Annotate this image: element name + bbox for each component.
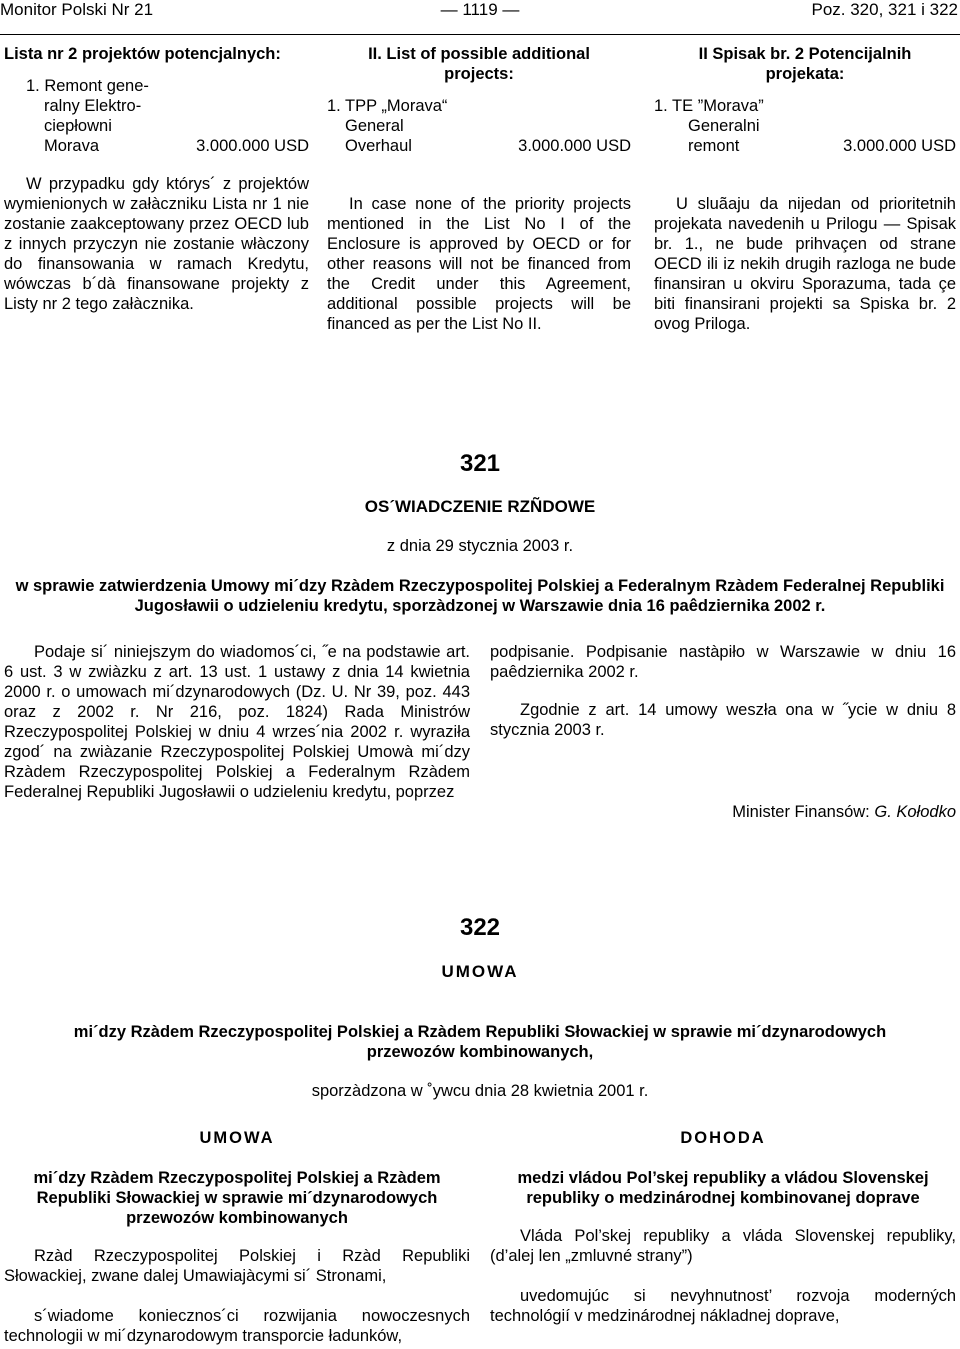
col-serbian — [654, 44, 956, 334]
section-322-subject: mi´dzy Rzàdem Rzeczypospolitej Polskiej a Rzàdem Republiki Słowackiej w sprawie mi´dzynarodowych przewozów kombinowanych, — [73, 1023, 887, 1061]
right-title: DOHODA — [680, 1129, 766, 1147]
col-serbian-item — [654, 96, 956, 156]
right-subject: medzi vládou Pol’skej republiky a vládou Slovenskej republiky o medzinárodnej kombinovanej doprave — [517, 1169, 929, 1207]
minister-signature — [490, 802, 956, 822]
section-321-date: z dnia 29 stycznia 2003 r. — [386, 537, 574, 555]
col-english-paragraph: In case none of the priority projects mentioned in the List No I of the Enclosure is approved by OECD or for other reasons will not be financed from the Credit under this Agreement, additional possible projects will be financed as per the List No II. — [327, 195, 631, 333]
right-paragraph: Vláda Pol’skej republiky a vláda Slovenskej republiky, (d’alej len „zmluvné strany”) — [490, 1227, 956, 1265]
section-321-left-text: Podaje si´ niniejszym do wiadomos´ci, ˝e na podstawie art. 6 ust. 3 w zwiàzku z art. 13 ust. 1 ustawy z dnia 14 kwietnia 2000 r. o umowach mi´dzynarodowych (Dz. U. Nr 39, poz. 443 oraz z 2002 r. Nr 216, poz. 1824) Rada Ministrów Rzeczypospolitej Polskiej w dniu 4 wrzes´nia 2002 r. wyraziła zgod´ na zwiàzanie Rzeczypospolitej Polskiej Umowà mi´dzy Rzàdem Rzeczypospolitej Polskiej a Federalnym Rzàdem Federalnej Republiki Jugosławii o udzieleniu kredytu, poprzez — [4, 643, 470, 801]
section-321-right-paragraph: Zgodnie z art. 14 umowy weszła ona w ˝ycie w dniu 8 stycznia 2003 r. — [490, 701, 956, 739]
left-paragraph: Rzàd Rzeczypospolitej Polskiej i Rzàd Republiki Słowackiej, zwane dalej Umawiajàcymi si´ Stronami, — [4, 1247, 470, 1285]
section-322-number: 322 — [459, 914, 501, 941]
item-line: 1. TE ”Morava” — [654, 97, 764, 115]
col-english-item — [327, 96, 631, 156]
section-321-right — [490, 642, 956, 822]
title-line: II Spisak br. 2 Potencijalnih — [698, 45, 912, 63]
section-322-title: UMOWA — [441, 962, 519, 981]
col-serbian-title — [654, 44, 956, 84]
section-321-number: 321 — [459, 450, 501, 477]
item-line: Generalni — [688, 117, 760, 135]
section-321-subject: w sprawie zatwierdzenia Umowy mi´dzy Rzàdem Rzeczypospolitej Polskiej a Federalnym Rzàdem Federalnej Republiki Jugosławii o udzieleniu kredytu, sporzàdzonej w Warszawie dnia 16 paêdziernika 2002 r. — [15, 577, 945, 615]
item-line: Morava — [44, 137, 100, 155]
item-line: Overhaul — [345, 137, 412, 155]
col-polish-paragraph: W przypadku gdy którys´ z projektów wymienionych w załàczniku Lista nr 1 nie zostanie zaakceptowany przez OECD lub z innych przyczyn nie zostanie włàczony do finansowania w ramach Kredytu, wówczas b´dà finansowane projekty z Listy nr 2 tego załàcznika. — [4, 175, 309, 313]
item-line: 1. Remont gene- — [26, 77, 149, 95]
item-line: General — [345, 117, 404, 135]
item-line: 1. TPP „Morava“ — [327, 97, 448, 115]
col-polish-item — [4, 76, 309, 156]
left-subject: mi´dzy Rzàdem Rzeczypospolitej Polskiej a Rzàdem Republiki Słowackiej w sprawie mi´dzynarodowych przewozów kombinowanych — [33, 1169, 441, 1227]
left-paragraph: s´wiadome koniecznos´ci rozwijania nowoczesnych technologii w mi´dzynarodowym transporcie ładunków, — [4, 1307, 470, 1345]
journal-name: Monitor Polski Nr 21 — [0, 0, 154, 19]
col-serbian-paragraph: U sluãaju da nijedan od prioritetnih projekata navedenih u Prilogu — Spisak br. 1., ne bude prihvaçen od strane OECD ili iz nekih drugih razloga ne bude finansiran u okviru Sporazuma, tada çe biti finansirani projekti sa Spiska br. 2 ovog Priloga. — [654, 195, 956, 333]
section-322-signed: sporzàdzona w ˚ywcu dnia 28 kwietnia 2001 r. — [311, 1082, 649, 1100]
right-paragraph: uvedomujúc si nevyhnutnost’ rozvoja moderných technológií v medzinárodnej nákladnej doprave, — [490, 1287, 956, 1325]
amount: 3.000.000 USD — [196, 137, 309, 155]
left-title: UMOWA — [199, 1129, 275, 1147]
title-line: projekata: — [765, 65, 845, 83]
minister-name: G. Kołodko — [874, 803, 956, 821]
position-numbers: Poz. 320, 321 i 322 — [811, 0, 958, 19]
col-polish-title: Lista nr 2 projektów potencjalnych: — [4, 45, 281, 63]
item-line: ciepłowni — [44, 117, 112, 135]
section-321-title: OS´WIADCZENIE RZÑDOWE — [364, 497, 596, 516]
col-polish — [4, 44, 309, 314]
title-line: projects: — [444, 65, 514, 83]
section-322-right — [490, 1128, 956, 1326]
item-line: ralny Elektro- — [44, 97, 142, 115]
page-number: — 1119 — — [440, 0, 520, 19]
minister-label: Minister Finansów: — [732, 803, 870, 821]
col-english-title — [327, 44, 631, 84]
section-321-right-paragraph: podpisanie. Podpisanie nastàpiło w Warszawie w dniu 16 paêdziernika 2002 r. — [490, 643, 956, 681]
amount: 3.000.000 USD — [843, 137, 956, 155]
amount: 3.000.000 USD — [518, 137, 631, 155]
item-line: remont — [688, 137, 740, 155]
col-english — [327, 44, 631, 334]
section-322-left — [4, 1128, 470, 1346]
header-rule — [0, 34, 960, 35]
title-line: II. List of possible additional — [368, 45, 590, 63]
